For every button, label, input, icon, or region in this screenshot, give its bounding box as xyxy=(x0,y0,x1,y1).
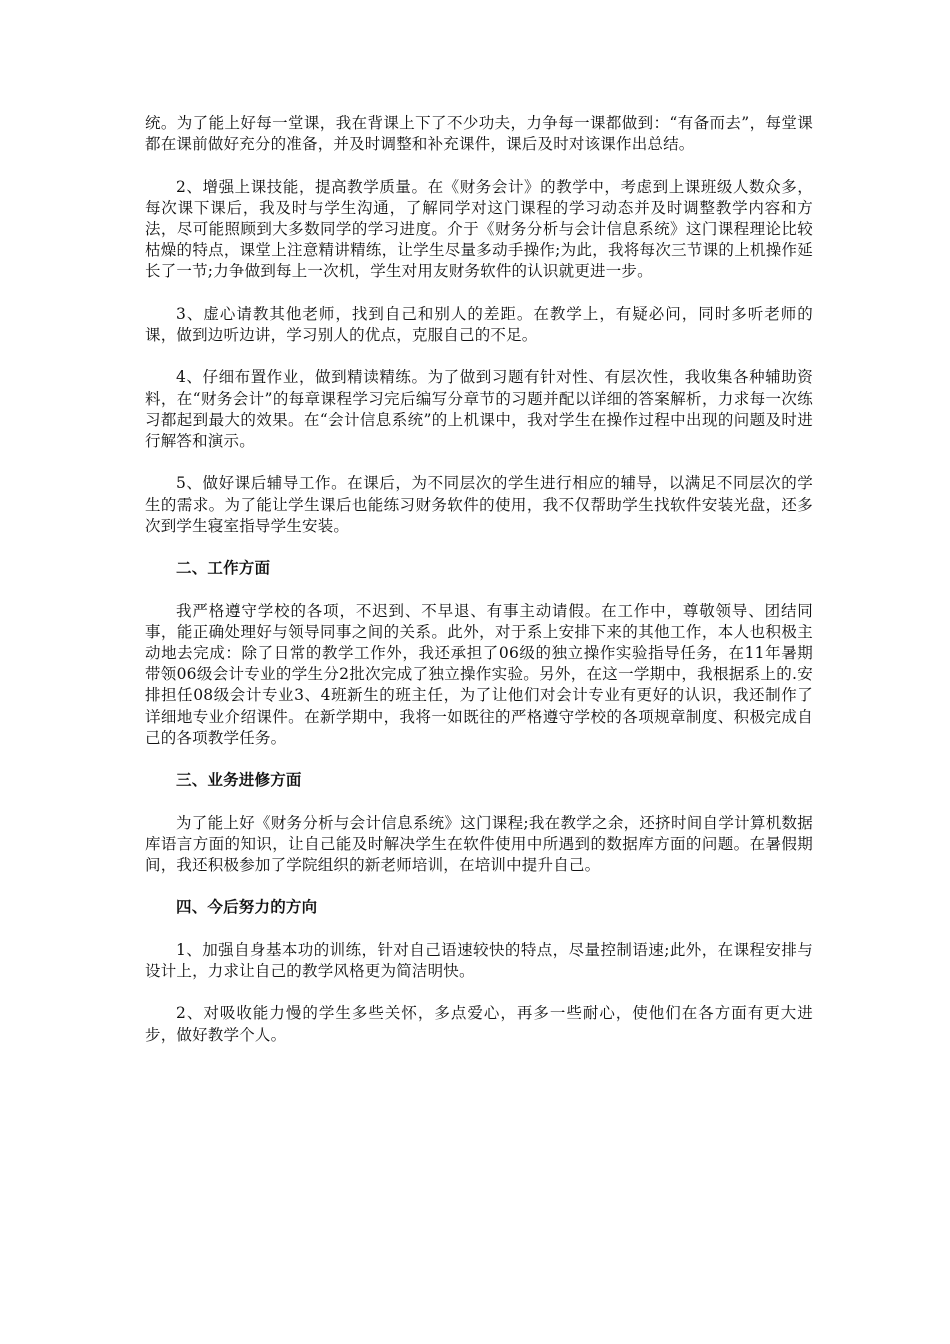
paragraph-homework: 4、仔细布置作业，做到精读精练。为了做到习题有针对性、有层次性，我收集各种辅助资料，在“财务会计”的每章课程学习完后编写分章节的习题并配以详细的答案解析，力求每一次练习都起到最大的效果。在“会计信息系统”的上机课中，我对学生在操作过程中出现的问题及时进行解答和演示。 xyxy=(145,368,813,450)
paragraph-tutoring: 5、做好课后辅导工作。在课后，为不同层次的学生进行相应的辅导，以满足不同层次的学生的需求。为了能让学生课后也能练习财务软件的使用，我不仅帮助学生找软件安装光盘，还多次到学生寝室指导学生安装。 xyxy=(145,474,813,535)
paragraph-professional-development: 为了能上好《财务分析与会计信息系统》这门课程;我在教学之余，还挤时间自学计算机数据库语言方面的知识，让自己能及时解决学生在软件使用中所遇到的数据库方面的问题。在暑假期间，我还积极参加了学院组织的新老师培训，在培训中提升自己。 xyxy=(145,813,813,874)
section-heading-work: 二、工作方面 xyxy=(176,559,271,578)
paragraph-teaching-skills: 2、增强上课技能，提高教学质量。在《财务会计》的教学中，考虑到上课班级人数众多，每次课下课后，我及时与学生沟通，了解同学对这门课程的学习动态并及时调整教学内容和方法，尽可能照顾到大多数同学的学习进度。介于《财务分析与会计信息系统》这门课程理论比较枯燥的特点，课堂上注意精讲精练，让学生尽量多动手操作;为此，我将每次三节课的上机操作延长了一节;力争做到每上一次机，学生对用友财务软件的认识就更进一步。 xyxy=(145,177,813,281)
paragraph-work: 我严格遵守学校的各项，不迟到、不早退、有事主动请假。在工作中，尊敬领导、团结同事，能正确处理好与领导同事之间的关系。此外，对于系上安排下来的其他工作，本人也积极主动地去完成：除了日常的教学工作外，我还承担了06级的独立操作实验指导任务，在11年暑期带领06级会计专业的学生分2批次完成了独立操作实验。另外，在这一学期中，我根据系上的.安排担任08级会计专业3、4班新生的班主任，为了让他们对会计专业有更好的认识，我还制作了详细地专业介绍课件。在新学期中，我将一如既往的严格遵守学校的各项规章制度、积极完成自己的各项教学任务。 xyxy=(145,601,813,747)
section-heading-future-direction: 四、今后努力的方向 xyxy=(176,898,318,917)
paragraph-consult-teachers: 3、虚心请教其他老师，找到自己和别人的差距。在教学上，有疑必问，同时多听老师的课，做到边听边讲，学习别人的优点，克服自己的不足。 xyxy=(145,304,813,344)
paragraph-future-2: 2、对吸收能力慢的学生多些关怀，多点爱心，再多一些耐心，使他们在各方面有更大进步，做好教学个人。 xyxy=(145,1004,813,1044)
paragraph-future-1: 1、加强自身基本功的训练，针对自己语速较快的特点，尽量控制语速;此外，在课程安排与设计上，力求让自己的教学风格更为简洁明快。 xyxy=(145,940,813,980)
section-heading-professional-development: 三、业务进修方面 xyxy=(176,771,302,790)
document-page xyxy=(145,113,813,1067)
paragraph-intro-continuation: 统。为了能上好每一堂课，我在背课上下了不少功夫，力争每一课都做到：“有备而去”，每堂课都在课前做好充分的准备，并及时调整和补充课件，课后及时对该课作出总结。 xyxy=(145,114,813,154)
